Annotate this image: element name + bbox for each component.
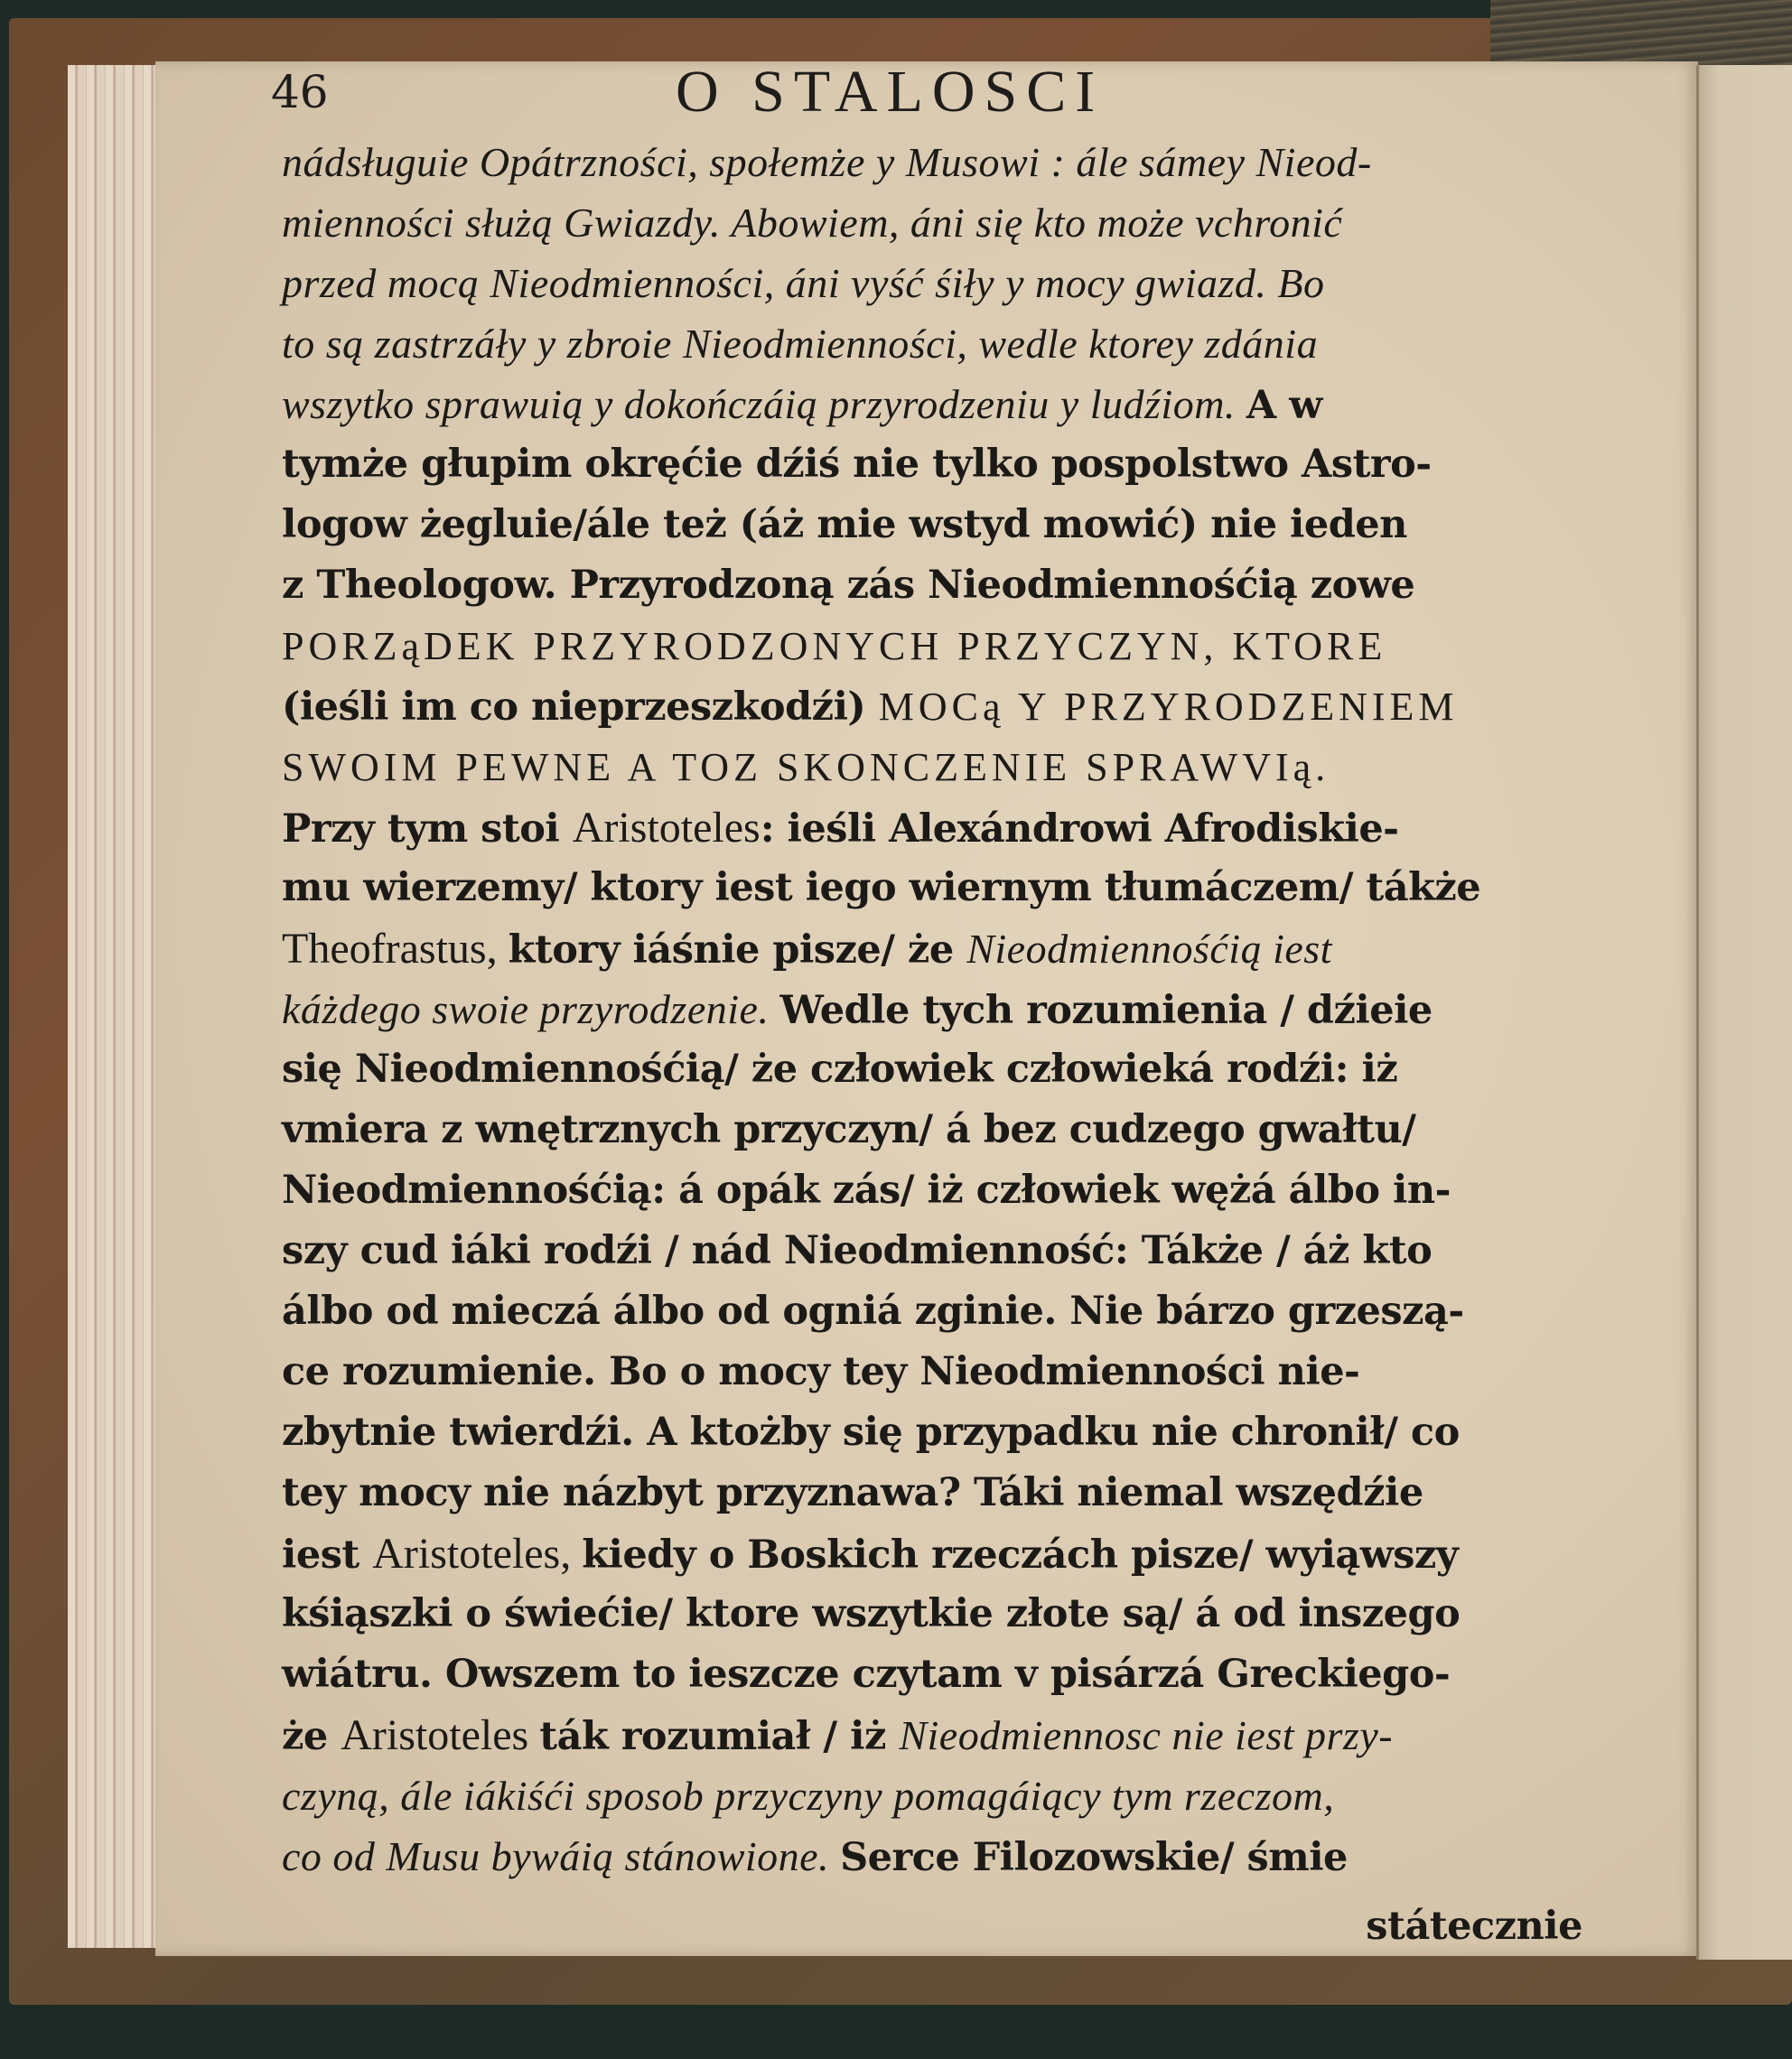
text-line: [282, 1826, 1582, 1887]
running-title: O STALOSCI: [676, 59, 1105, 125]
text-line: [282, 1523, 1582, 1584]
text-segment-blackletter: iest: [282, 1533, 373, 1578]
text-line: [282, 1342, 1582, 1402]
text-segment-blackletter: logow żegluie/ále też (áż mie wstyd mowić) nie ieden: [282, 502, 1407, 547]
text-line: [282, 374, 1582, 434]
text-line: [282, 676, 1582, 737]
text-segment-blackletter: vmiera z wnętrznych przyczyn/ á bez cudzego gwałtu/: [282, 1107, 1416, 1152]
page-number: 46: [271, 66, 329, 118]
text-segment-blackletter: tey mocy nie názbyt przyznawa? Táki niemal wszędźie: [282, 1470, 1423, 1515]
text-line: [282, 1402, 1582, 1463]
text-segment-italic: to są zastrzáły y zbroie Nieodmienności, wedle ktorey zdánia: [282, 321, 1319, 367]
text-line: [282, 1463, 1582, 1523]
text-line: [282, 1584, 1582, 1644]
text-line: [282, 979, 1582, 1039]
text-line: [282, 132, 1582, 192]
text-segment-italic: káżdego swoie przyrodzenie.: [282, 986, 780, 1032]
text-segment-italic: co od Musu bywáią stánowione.: [282, 1833, 841, 1879]
page-header: [0, 60, 1792, 128]
text-segment-roman: Aristoteles: [572, 804, 761, 852]
text-line: [282, 918, 1582, 979]
text-segment-blackletter: ce rozumienie. Bo o mocy tey Nieodmienności nie-: [282, 1349, 1360, 1394]
text-segment-blackletter: Nieodmiennośćią: á opák zás/ iż człowiek wężá álbo in-: [282, 1168, 1451, 1213]
text-segment-blackletter: Wedle tych rozumienia / dźieie: [779, 988, 1433, 1033]
text-line: [282, 616, 1582, 676]
text-segment-caps: SWOIM PEWNE A TOZ SKONCZENIE SPRAWVIą.: [282, 745, 1330, 789]
text-segment-blackletter: Serce Filozowskie/ śmie: [840, 1835, 1348, 1880]
text-segment-blackletter: kśiąszki o świećie/ ktore wszytkie złote są/ á od inszego: [282, 1591, 1461, 1636]
text-segment-blackletter: : ieśli Alexándrowi Afrodiskie-: [760, 806, 1399, 852]
text-segment-italic: Nieodmiennośćią iest: [966, 926, 1332, 972]
text-line: [282, 1221, 1582, 1281]
text-line: [282, 495, 1582, 555]
text-line: [282, 737, 1582, 797]
text-segment-blackletter: szy cud iáki rodźi / nád Nieodmienność: Tákże / áż kto: [282, 1228, 1433, 1273]
text-line: [282, 1100, 1582, 1160]
text-segment-italic: mienności służą Gwiazdy. Abowiem, áni się kto może vchronić: [282, 200, 1343, 246]
text-segment-blackletter: tymże głupim okręćie dźiś nie tylko pospolstwo Astro-: [282, 442, 1432, 487]
text-segment-italic: czyną, ále iákiśći sposob przyczyny pomagáiący tym rzeczom,: [282, 1773, 1335, 1819]
text-line: [282, 1766, 1582, 1826]
catchword: státecznie: [1366, 1904, 1582, 1949]
text-segment-italic: Nieodmiennosc nie iest przy-: [899, 1712, 1394, 1758]
text-segment-roman: Theofrastus,: [282, 925, 509, 973]
catchword-line: [282, 1896, 1582, 1957]
text-segment-blackletter: z Theologow. Przyrodzoną zás Nieodmiennośćią zowe: [282, 563, 1415, 608]
text-segment-blackletter: álbo od mieczá álbo od ogniá zginie. Nie bárzo grzeszą-: [282, 1289, 1464, 1334]
text-segment-caps: MOCą Y PRZYRODZENIEM: [878, 685, 1459, 729]
text-line: [282, 1039, 1582, 1100]
text-line: [282, 1281, 1582, 1342]
text-segment-blackletter: się Nieodmiennośćią/ że człowiek człowieká rodźi: iż: [282, 1047, 1398, 1092]
text-line: [282, 313, 1582, 374]
page-stack-edges: [68, 65, 160, 1948]
text-segment-blackletter: mu wierzemy/ ktory iest iego wiernym tłumáczem/ tákże: [282, 865, 1481, 910]
text-line: [282, 1644, 1582, 1705]
text-segment-blackletter: ták rozumiał / iż: [539, 1714, 900, 1759]
text-line: [282, 858, 1582, 918]
text-line: [282, 192, 1582, 253]
text-segment-blackletter: ktory iáśnie pisze/ że: [508, 927, 967, 973]
right-page-margin: [1696, 65, 1792, 1960]
text-segment-blackletter: zbytnie twierdźi. A ktożby się przypadku nie chronił/ co: [282, 1410, 1460, 1455]
body-text: [282, 132, 1582, 1887]
text-segment-roman: Aristoteles: [341, 1711, 540, 1759]
text-line: [282, 1705, 1582, 1766]
text-segment-italic: przed mocą Nieodmienności, áni vyść śiły y mocy gwiazd. Bo: [282, 260, 1325, 306]
text-segment-blackletter: A w: [1246, 383, 1322, 428]
text-segment-blackletter: wiátru. Owszem to ieszcze czytam v pisárzá Greckiego-: [282, 1652, 1451, 1697]
text-line: [282, 253, 1582, 313]
text-segment-blackletter: Przy tym stoi: [282, 806, 573, 852]
text-line: [282, 434, 1582, 495]
text-segment-blackletter: kiedy o Boskich rzeczách pisze/ wyiąwszy: [582, 1533, 1459, 1578]
text-segment-italic: nádsługuie Opátrzności, społemże y Musowi : ále sámey Nieod-: [282, 139, 1372, 185]
text-segment-blackletter: (ieśli im co nieprzeszkodźi): [282, 685, 879, 730]
text-segment-blackletter: że: [282, 1714, 341, 1759]
text-line: [282, 555, 1582, 616]
text-segment-italic: wszytko sprawuią y dokończáią przyrodzeniu y ludźiom.: [282, 381, 1246, 427]
text-segment-roman: Aristoteles,: [372, 1530, 583, 1578]
text-line: [282, 1160, 1582, 1221]
text-segment-caps: PORZąDEK PRZYRODZONYCH PRZYCZYN, KTORE: [282, 624, 1387, 668]
text-line: [282, 797, 1582, 858]
